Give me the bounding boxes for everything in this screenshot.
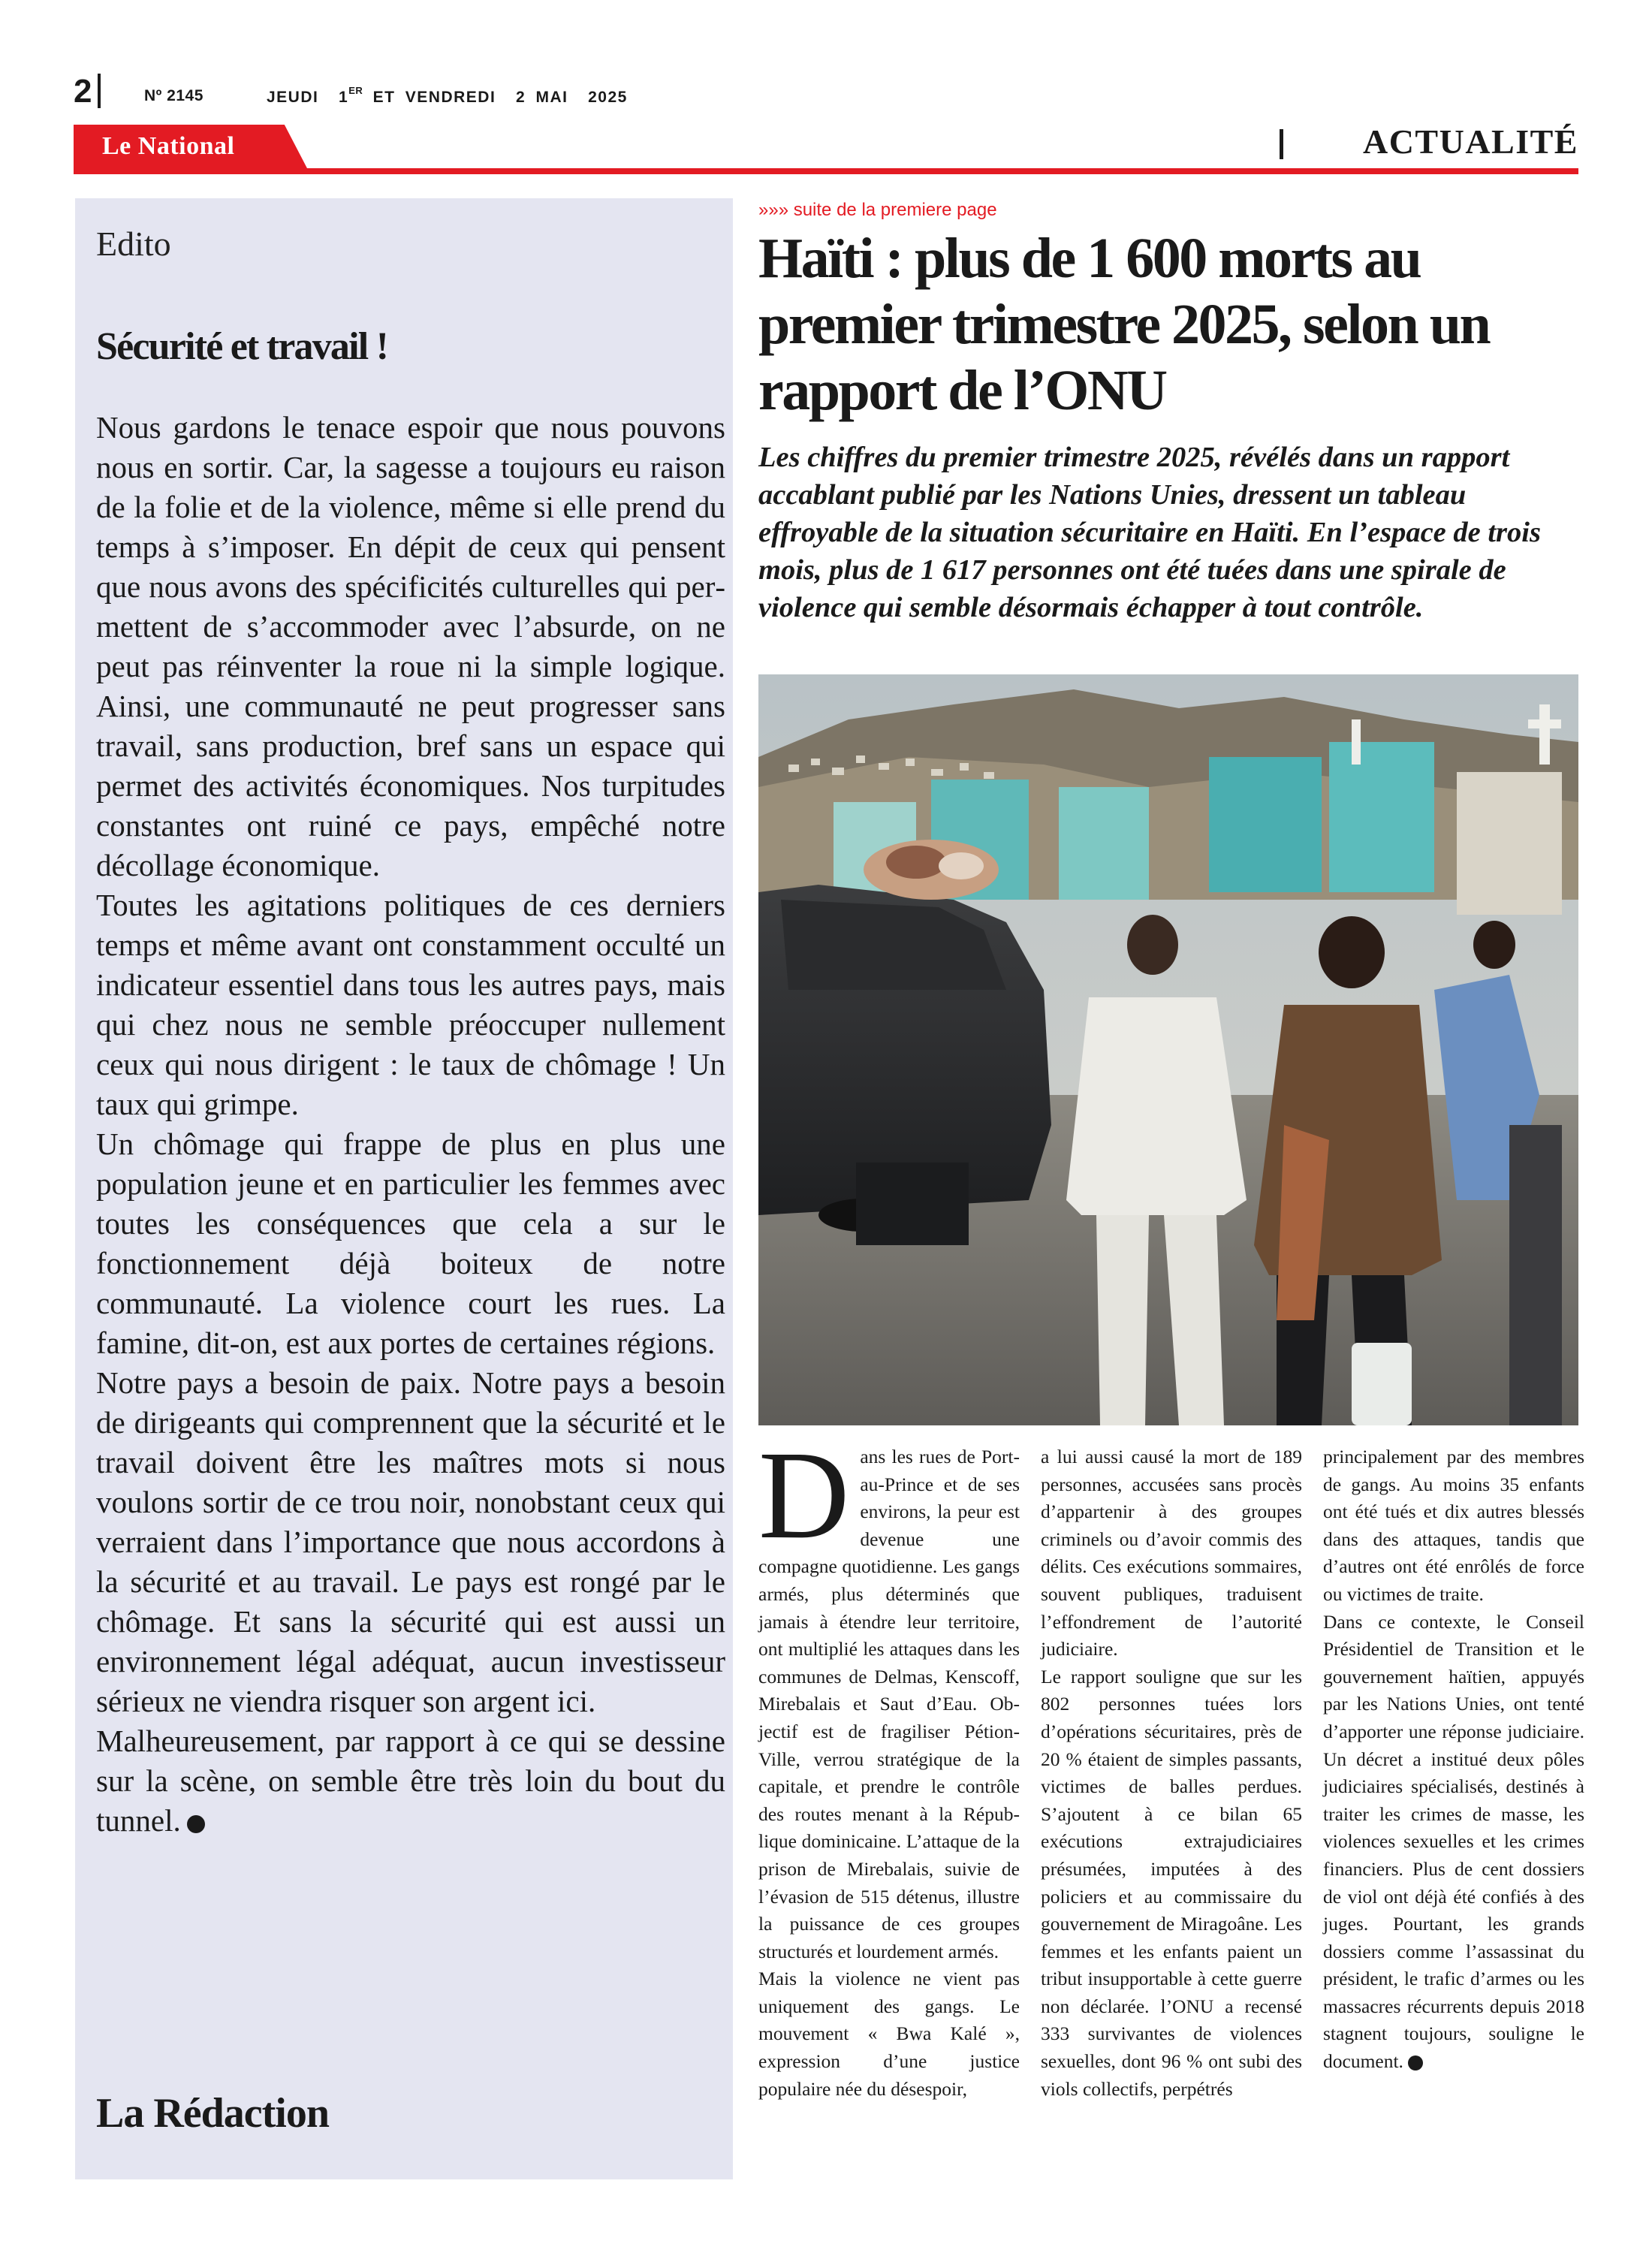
edito-signature: La Rédaction xyxy=(96,2090,329,2137)
date-superscript: ER xyxy=(348,85,363,96)
article-kicker: »»» suite de la premiere page xyxy=(758,200,997,220)
article-paragraph: Mais la violence ne vient pas uniquement des gangs. Le mouvement « Bwa Kalé », expression d’une justice populaire née du désespoir, xyxy=(758,1968,1020,2100)
article-paragraph-text: ans les rues de Port-au-Prince et de ses environs, la peur est devenue une compagne quotidienne. Les gangs armés, plus déterminés que jamais à étendre leur territoire, ont multiplié les attaques dans les communes de Delmas, Kenscoff, Mirebalais et Saut d’Eau. Objectif est de fragiliser Pétion-Ville, verrou stratégique de la capitale, et prendre le contrôle des routes menant à la République dominicaine. L’attaque de la prison de Mirebalais, suivie de l’évasion de 515 détenus, illustre la puissance de ces groupes structurés et lourdement armés. xyxy=(758,1446,1020,1962)
date-suffix: ET VENDREDI 2 MAI 2025 xyxy=(363,89,628,106)
end-mark-icon xyxy=(1408,2055,1423,2071)
article-headline: Haïti : plus de 1 600 morts au premier trimestre 2025, selon un rapport de l’ONU xyxy=(758,227,1490,422)
edito-title: Sécurité et travail ! xyxy=(96,325,388,368)
edito-paragraph: Toutes les agitations politiques de ces derniers temps et même avant ont constamment occulté un indicateur essentiel dans tous les autres pays, mais qui chez nous ne semble préoccuper nullement ceux qui nous dirigent : le taux de chômage ! Un taux qui grimpe. xyxy=(96,888,725,1121)
drop-cap: D xyxy=(758,1425,850,1565)
newspaper-brand: Le National xyxy=(102,132,235,160)
edito-paragraph: Un chômage qui frappe de plus en plus une population jeune et en particulier les femmes avec toutes les conséquences que cela a sur le fonctionnement déjà boiteux de notre communauté. La violence court les rues. La famine, dit-on, est aux portes de certaines régions. xyxy=(96,1126,725,1360)
section-title: ACTUALITÉ xyxy=(1362,122,1578,161)
section-divider xyxy=(1280,129,1283,159)
article-paragraph: a lui aussi causé la mort de 189 personnes, accusées sans procès d’appartenir à des groupes criminels ou d’avoir commis des délits. Ces exécutions sommaires, souvent publiques, traduisent l’effondrement de l’autorité judiciaire. xyxy=(1041,1446,1302,1660)
date-prefix: JEUDI 1 xyxy=(267,89,349,106)
article-paragraph: Le rapport souligne que sur les 802 personnes tuées lors d’opérations sécuritaires, près de 20 % étaient de simples passants, victimes de balles perdues. S’ajoutent à ce bilan 65 exécutions extrajudiciaires présumées, imputées à des policiers et au commissaire du gouvernement de Miragoâne. Les femmes et les enfants paient un tribut insupportable à cette guerre non déclarée. l’ONU a recensé 333 survivantes de violences sexuelles, dont 96 % ont subi des viols collectifs, perpétrés xyxy=(1041,1665,1302,2100)
issue-number: Nº 2145 xyxy=(144,87,203,104)
article-paragraph xyxy=(758,1425,1020,1965)
edito-paragraph-text: Malheureusement, par rapport à ce qui se dessine sur la scène, on semble être très loin du bout du tunnel. xyxy=(96,1724,725,1838)
article-column-2 xyxy=(1041,1443,1302,2103)
edito-body xyxy=(96,408,725,1841)
edito-paragraph: Notre pays a besoin de paix. Notre pays a besoin de dirigeants qui comprennent que la sécurité et le travail doivent être les maîtres mots si nous voulons sortir de ce trou noir, nonobstant ceux qui verraient dans l’importance que nous accordons à la sécurité et au travail. Le pays est rongé par le chômage. Et sans la sécurité qui est aussi un environnement légal adéquat, aucun investisseur sérieux ne viendra risquer son argent ici. xyxy=(96,1365,725,1718)
edito-label: Edito xyxy=(96,225,171,263)
article-photo xyxy=(758,674,1578,1425)
article-paragraph: principalement par des membres de gangs. Au moins 35 enfants ont été tués et dix autres blessés dans des attaques, tandis que d’autres ont été enrôlés de force ou victimes de traite. xyxy=(1323,1446,1584,1605)
page-number-divider xyxy=(98,74,101,108)
article-lead: Les chiffres du premier trimestre 2025, révélés dans un rapport accablant publié par les Nations Unies, dressent un tableau effroyable de la situation sécuritaire en Haïti. En l’espace de trois mois, plus de 1 617 personnes ont été tuées dans une spirale de violence qui semble désormais échapper à tout contrôle. xyxy=(758,442,1541,623)
article-paragraph-text: Dans ce contexte, le Conseil Présidentiel de Transition et le gouvernement haïtien, appuyés par les Nations Unies, ont tenté d’apporter une réponse judiciaire. Un décret a institué deux pôles judiciaires spécialisés, destinés à traiter les crimes de masse, les violences sexuelles et les crimes financiers. Plus de cent dossiers de viol ont déjà été confiés à des juges. Pourtant, les grands dossiers comme l’assassinat du président, le trafic d’armes ou les massacres récurrents depuis 2018 stagnent toujours, souligne le document. xyxy=(1323,1610,1584,2073)
edito-paragraph-last xyxy=(96,1721,725,1841)
article-column-1 xyxy=(758,1425,1020,2103)
article-column-3 xyxy=(1323,1443,1584,2076)
page-number: 2 xyxy=(74,73,92,110)
end-mark-icon xyxy=(187,1815,205,1833)
edito-paragraph: Nous gardons le tenace espoir que nous pouvons nous en sortir. Car, la sagesse a toujours eu raison de la folie et de la violence, même si elle prend du temps à s’imposer. En dépit de ceux qui pensent que nous avons des spécificités culturelles qui permettent de s’accommoder avec l’absurde, on ne peut pas réinventer la roue ni la simple logique. Ainsi, une communauté ne peut progresser sans travail, sans production, bref sans un espace qui permet des activités économiques. Nos turpitudes constantes ont ruiné ce pays, empêché notre décollage économique. xyxy=(96,410,725,882)
article-paragraph-last xyxy=(1323,1609,1584,2076)
issue-date xyxy=(267,87,628,107)
